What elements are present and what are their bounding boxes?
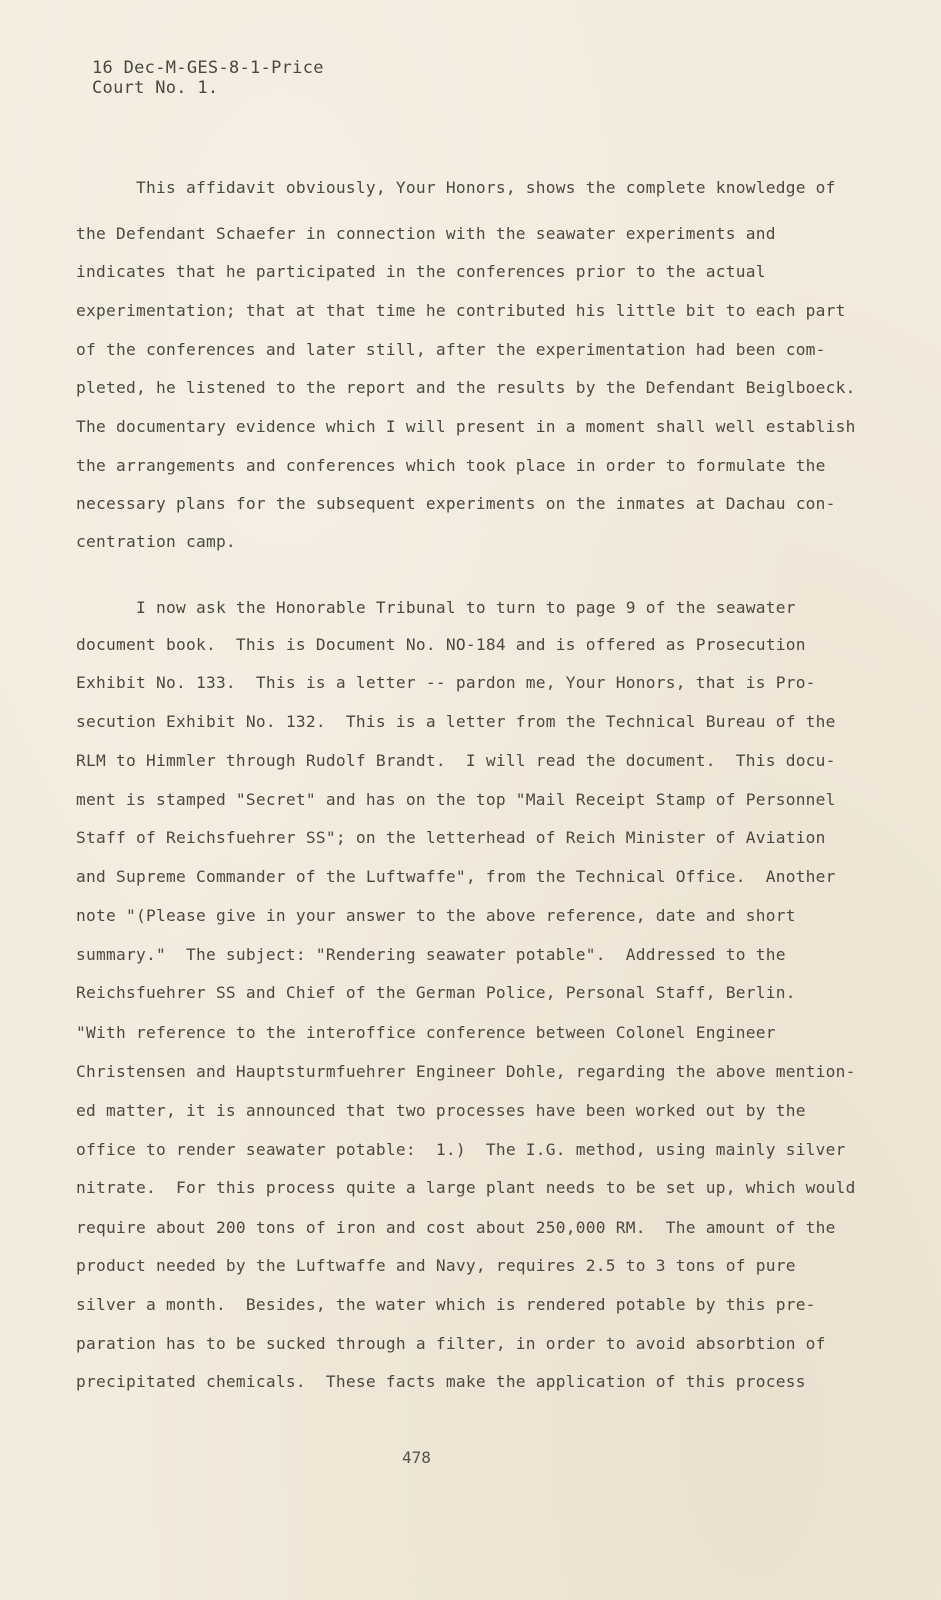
header-line-1: 16 Dec-M-GES-8-1-Price xyxy=(92,58,324,78)
text-line: Staff of Reichsfuehrer SS"; on the letterhead of Reich Minister of Aviation xyxy=(76,828,826,847)
text-line: nitrate. For this process quite a large plant needs to be set up, which would xyxy=(76,1178,856,1197)
header-line-2: Court No. 1. xyxy=(92,78,219,98)
text-line: document book. This is Document No. NO-184 and is offered as Prosecution xyxy=(76,635,806,654)
text-line: the Defendant Schaefer in connection with the seawater experiments and xyxy=(76,224,776,243)
text-line: summary." The subject: "Rendering seawater potable". Addressed to the xyxy=(76,945,786,964)
text-line: Exhibit No. 133. This is a letter -- pardon me, Your Honors, that is Pro- xyxy=(76,673,816,692)
text-line: I now ask the Honorable Tribunal to turn to page 9 of the seawater xyxy=(76,598,796,617)
text-line: silver a month. Besides, the water which is rendered potable by this pre- xyxy=(76,1295,816,1314)
text-line: The documentary evidence which I will present in a moment shall well establish xyxy=(76,417,856,436)
text-line: indicates that he participated in the conferences prior to the actual xyxy=(76,262,766,281)
text-line: note "(Please give in your answer to the above reference, date and short xyxy=(76,906,796,925)
text-line: and Supreme Commander of the Luftwaffe", from the Technical Office. Another xyxy=(76,867,836,886)
text-line: Reichsfuehrer SS and Chief of the German Police, Personal Staff, Berlin. xyxy=(76,983,796,1002)
text-line: product needed by the Luftwaffe and Navy, requires 2.5 to 3 tons of pure xyxy=(76,1256,796,1275)
page-number: 478 xyxy=(402,1448,431,1467)
text-line: "With reference to the interoffice conference between Colonel Engineer xyxy=(76,1023,776,1042)
text-line: ed matter, it is announced that two processes have been worked out by the xyxy=(76,1101,806,1120)
text-line: RLM to Himmler through Rudolf Brandt. I will read the document. This docu- xyxy=(76,751,836,770)
text-line: necessary plans for the subsequent experiments on the inmates at Dachau con- xyxy=(76,494,836,513)
document-header xyxy=(92,58,324,98)
text-line: centration camp. xyxy=(76,532,236,551)
text-line: ment is stamped "Secret" and has on the top "Mail Receipt Stamp of Personnel xyxy=(76,790,836,809)
text-line: precipitated chemicals. These facts make the application of this process xyxy=(76,1372,806,1391)
text-line: of the conferences and later still, after the experimentation had been com- xyxy=(76,340,826,359)
text-line: secution Exhibit No. 132. This is a letter from the Technical Bureau of the xyxy=(76,712,836,731)
text-line: require about 200 tons of iron and cost about 250,000 RM. The amount of the xyxy=(76,1218,836,1237)
text-line: office to render seawater potable: 1.) The I.G. method, using mainly silver xyxy=(76,1140,846,1159)
text-line: experimentation; that at that time he contributed his little bit to each part xyxy=(76,301,846,320)
text-line: This affidavit obviously, Your Honors, shows the complete knowledge of xyxy=(76,178,836,197)
text-line: Christensen and Hauptsturmfuehrer Engineer Dohle, regarding the above mention- xyxy=(76,1062,856,1081)
text-line: the arrangements and conferences which took place in order to formulate the xyxy=(76,456,826,475)
text-line: pleted, he listened to the report and the results by the Defendant Beiglboeck. xyxy=(76,378,856,397)
text-line: paration has to be sucked through a filter, in order to avoid absorbtion of xyxy=(76,1334,826,1353)
